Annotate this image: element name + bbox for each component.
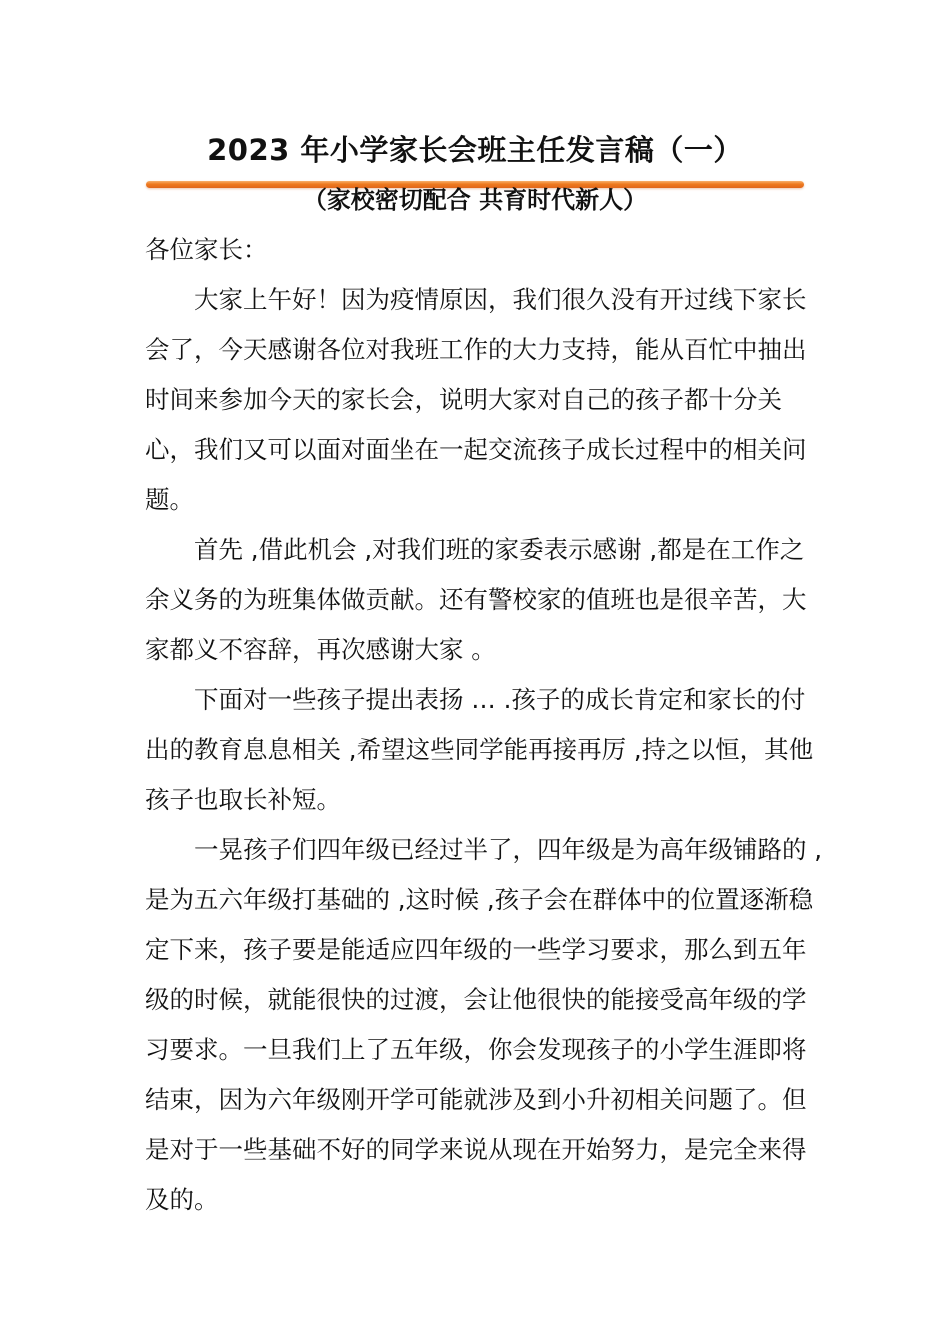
paragraph-grade-four: 一晃孩子们四年级已经过半了，四年级是为高年级铺路的 ,是为五六年级打基础的 ,这时候 ,孩子会在群体中的位置逐渐稳定下来，孩子要是能适应四年级的一些学习要求，那么到五年级的时候，就能很快的过渡，会让他很快的能接受高年级的学习要求。一旦我们上了五年级，你会发现孩子的小学生涯即将结束，因为六年级刚开学可能就涉及到小升初相关问题了。但是对于一些基础不好的同学来说从现在开始努力，是完全来得及的。: [145, 835, 823, 1214]
paragraph-greeting: 大家上午好！因为疫情原因，我们很久没有开过线下家长会了，今天感谢各位对我班工作的大力支持，能从百忙中抽出时间来参加今天的家长会，说明大家对自己的孩子都十分关心，我们又可以面对面坐在一起交流孩子成长过程中的相关问题。: [145, 285, 807, 514]
paragraph-thanks: 首先 ,借此机会 ,对我们班的家委表示感谢 ,都是在工作之余义务的为班集体做贡献。还有警校家的值班也是很辛苦，大家都义不容辞，再次感谢大家 。: [145, 535, 807, 664]
salutation: 各位家长：: [145, 235, 268, 264]
document-body: [145, 225, 825, 1225]
document-title: 2023 年小学家长会班主任发言稿（一）: [207, 133, 743, 167]
paragraph-praise: 下面对一些孩子提出表扬 … .孩子的成长肯定和家长的付出的教育息息相关 ,希望这些同学能再接再厉 ,持之以恒，其他孩子也取长补短。: [145, 685, 814, 814]
document-subtitle: （家校密切配合 共育时代新人）: [302, 186, 648, 214]
